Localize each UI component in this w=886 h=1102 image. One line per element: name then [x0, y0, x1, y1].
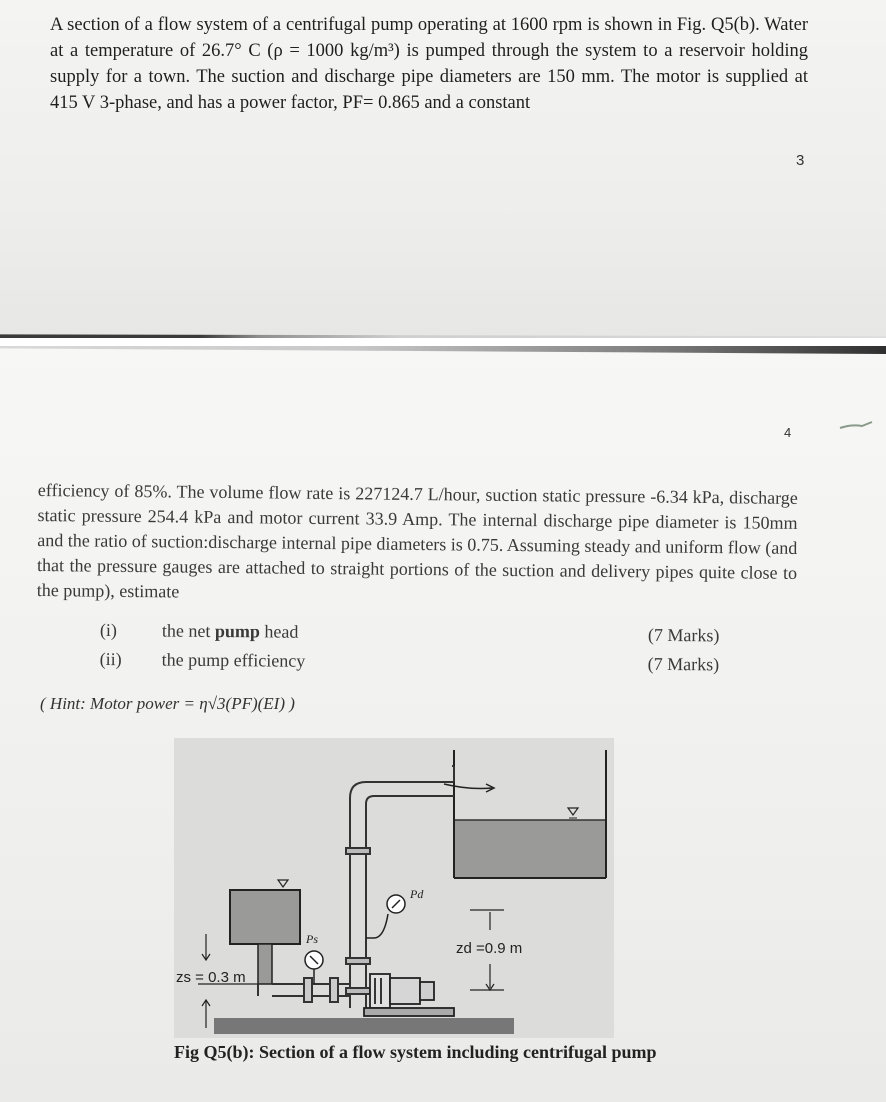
page-number: 3	[796, 152, 805, 169]
zd-label: zd =0.9 m	[456, 940, 523, 957]
ground-base	[214, 1018, 514, 1034]
item-number: (i)	[99, 620, 117, 641]
item-text-bold: pump	[214, 621, 261, 642]
page-number: 4	[784, 425, 792, 440]
question-paragraph: efficiency of 85%. The volume flow rate is 227124.7 L/hour, suction static pressure -6.34 kPa, discharge static pressure 254.4 kPa and motor current 33.9 Amp. The internal discharge pipe diameter is 150mm and the ratio of suction:discharge internal pipe diameters is 0.75. Assuming steady and uniform flow (and that the pressure gauges are attached to straight portions of the suction and delivery pipes quite close to the pump), estimate	[36, 479, 798, 602]
reservoir-water	[455, 820, 605, 877]
item-text	[162, 621, 299, 643]
item-number: (ii)	[99, 648, 122, 670]
flow-system-figure	[174, 738, 614, 1038]
item-marks: (7 Marks)	[647, 624, 720, 646]
pd-label: Pd	[410, 887, 424, 901]
item-text-part: the net	[161, 620, 215, 642]
item-text: the pump efficiency	[161, 649, 306, 671]
pen-mark	[838, 418, 878, 432]
question-items	[99, 620, 739, 684]
question-item	[99, 649, 739, 684]
flow-system-diagram	[174, 738, 614, 1038]
figure-caption: Fig Q5(b): Section of a flow system including centrifugal pump	[174, 1042, 657, 1062]
zs-label: zs = 0.3 m	[176, 969, 246, 986]
intro-paragraph: A section of a flow system of a centrifugal pump operating at 1600 rpm is shown in Fig. Q5(b). Water at a temperature of 26.7° C (ρ = 1000 kg/m³) is pumped through the system to a reservoir holding supply for a town. The suction and discharge pipe diameters are 150 mm. The motor is supplied at 415 V 3-phase, and has a power factor, PF= 0.865 and a constant	[50, 15, 808, 113]
hint-formula: ( Hint: Motor power = η√3(PF)(EI) )	[40, 694, 295, 713]
item-marks: (7 Marks)	[647, 653, 720, 675]
ps-label: Ps	[306, 932, 318, 946]
page-gap	[0, 338, 886, 346]
item-text-part: head	[259, 621, 299, 642]
